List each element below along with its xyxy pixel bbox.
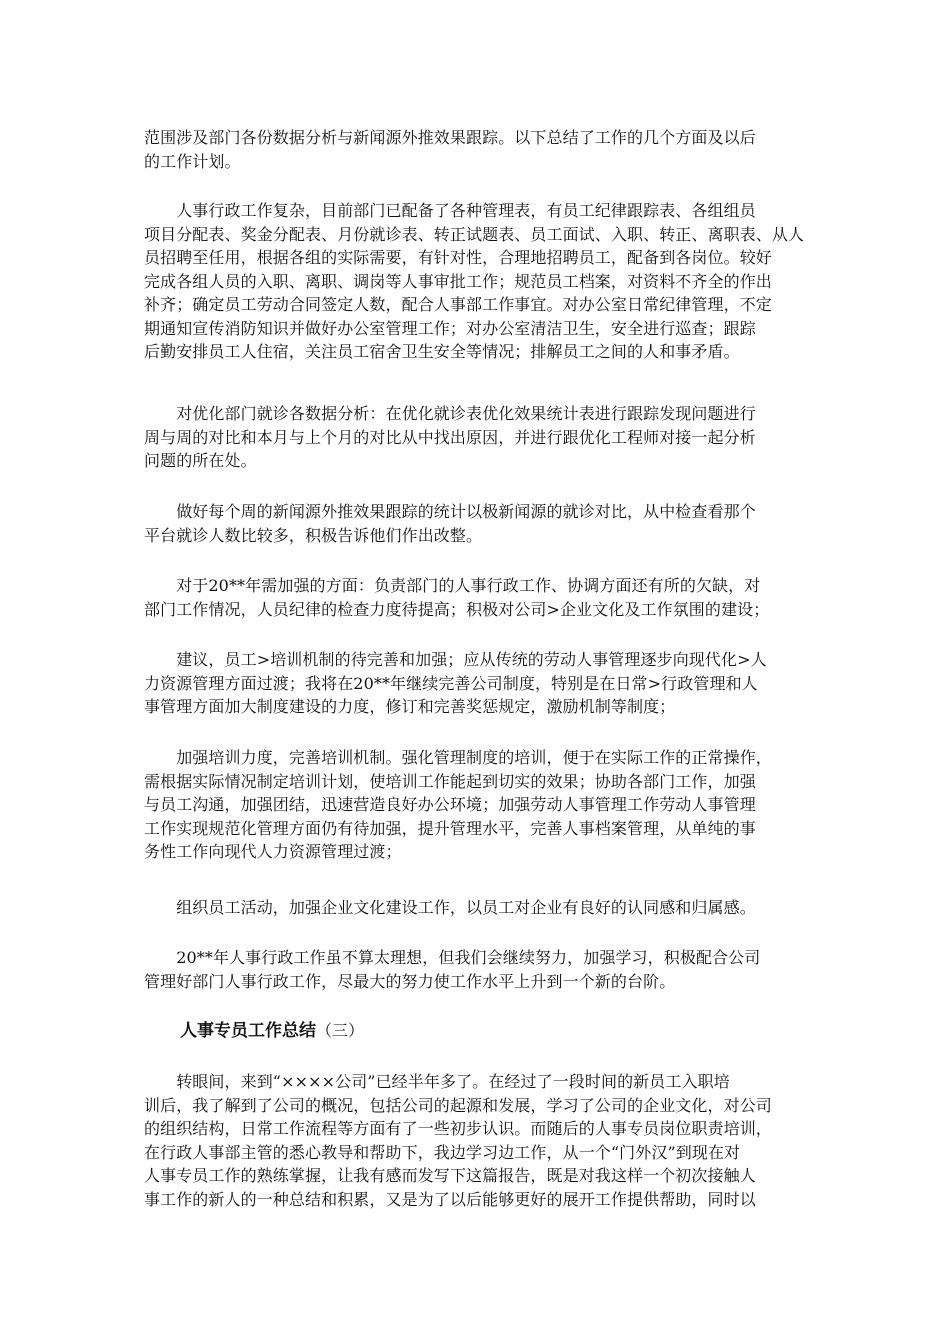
paragraph-admin-work: 人事行政工作复杂，目前部门已配备了各种管理表，有员工纪律跟踪表、各组组员 项目分配表、奖金分配表、月份就诊表、转正试题表、员工面试、入职、转正、离职表、从人 员招聘至任用，根据各组的实际需要，有针对性，合理地招聘员工，配备到各岗位。较好 完成各组人员的入职、离职、调岗等人事审批工作；规范员工档案，对资料不齐全的作出 补齐；确定员工劳动合同签定人数，配合人事部工作事宜。对办公室日常纪律管理，不定 期通知宣传消防知识并做好办公室管理工作；对办公室清洁卫生，安全进行巡查；跟踪 后勤安排员工人住宿，关注员工宿舍卫生安全等情况；排解员工之间的人和事矛盾。 <box>144 201 805 361</box>
section-heading <box>180 1019 364 1043</box>
paragraph-conclusion: 20**年人事行政工作虽不算太理想，但我们会继续努力，加强学习，积极配合公司 管理好部门人事行政工作，尽最大的努力使工作水平上升到一个新的台阶。 <box>144 948 761 991</box>
paragraph-training: 加强培训力度，完善培训机制。强化管理制度的培训，便于在实际工作的正常操作， 需根据实际情况制定培训计划，使培训工作能起到切实的效果；协助各部门工作，加强 与员工沟通，加强团结，迅速营造良好办公环境；加强劳动人事管理工作劳动人事管理 工作实现规范化管理方面仍有待加强，提升管理水平，完善人事档案管理，从单纯的事 务性工作向现代人力资源管理过渡； <box>144 748 772 861</box>
paragraph-culture: 组织员工活动，加强企业文化建设工作，以员工对企业有良好的认同感和归属感。 <box>144 898 756 917</box>
section-heading-title: 人事专员工作总结 <box>180 1021 316 1041</box>
paragraph-improvements: 对于20**年需加强的方面：负责部门的人事行政工作、协调方面还有所的欠缺，对 部门工作情况，人员纪律的检查力度待提高；积极对公司>企业文化及工作氛围的建设； <box>144 576 770 619</box>
paragraph-news-tracking: 做好每个周的新闻源外推效果跟踪的统计以极新闻源的就诊对比，从中检查看那个 平台就诊人数比较多，积极告诉他们作出改整。 <box>144 502 756 545</box>
section-heading-suffix: （三） <box>316 1021 365 1040</box>
paragraph-intro: 范围涉及部门各份数据分析与新闻源外推效果跟踪。以下总结了工作的几个方面及以后 的工作计划。 <box>144 128 756 171</box>
paragraph-section-three: 转眼间，来到“××××公司”已经半年多了。在经过了一段时间的新员工入职培 训后，我了解到了公司的概况，包括公司的起源和发展，学习了公司的企业文化，对公司 的组织结构，日常工作流程等方面有了一些初步认识。而随后的人事专员岗位职责培训， 在行政人事部主管的悉心教导和帮助下，我边学习边工作，从一个“门外汉”到现在对 人事专员工作的熟练掌握，让我有感而发写下这篇报告，既是对我这样一个初次接触人 事工作的新人的一种总结和积累，又是为了以后能够更好的展开工作提供帮助，同时以 <box>144 1072 772 1209</box>
paragraph-data-analysis: 对优化部门就诊各数据分析：在优化就诊表优化效果统计表进行跟踪发现问题进行 周与周的对比和本月与上个月的对比从中找出原因，并进行跟优化工程师对接一起分析 问题的所在处。 <box>144 404 756 470</box>
paragraph-suggestions: 建议，员工>培训机制的待完善和加强；应从传统的劳动人事管理逐步向现代化>人 力资源管理方面过渡；我将在20**年继续完善公司制度，特别是在日常>行政管理和人 事管理方面加大制度建设的力度，修订和完善奖惩规定，激励机制等制度； <box>144 650 767 716</box>
